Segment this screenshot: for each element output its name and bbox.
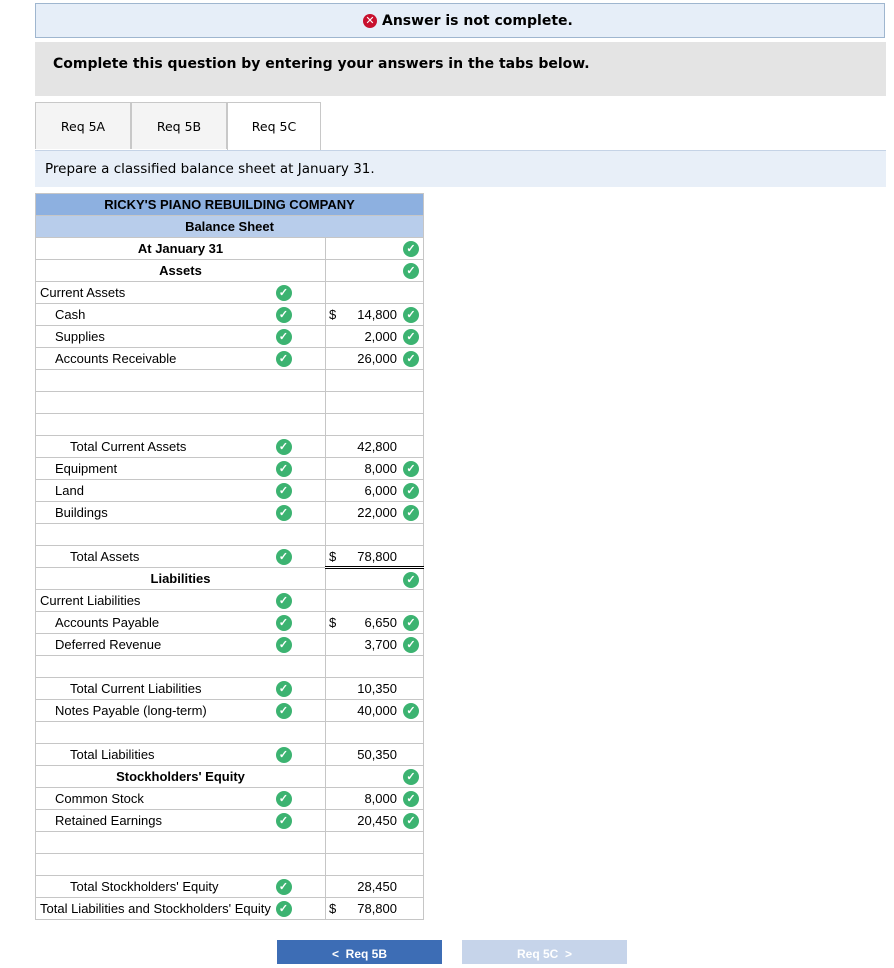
balance-sheet (35, 193, 424, 920)
check-icon: ✓ (276, 483, 292, 499)
prompt-bar (35, 150, 886, 187)
row-label[interactable]: Total Liabilities (36, 744, 292, 766)
table-row (36, 436, 424, 458)
sheet-title: Balance Sheet (36, 216, 424, 238)
check-icon: ✓ (403, 572, 419, 588)
amount-cell: $ 78,800 (326, 546, 424, 568)
row-label[interactable] (36, 370, 292, 392)
check-icon: ✓ (276, 329, 292, 345)
chevron-left-icon: < (331, 947, 339, 961)
row-label[interactable]: Buildings (36, 502, 292, 524)
amount-cell: 42,800 (326, 436, 424, 458)
tab-req-5c[interactable]: Req 5C (227, 102, 321, 151)
check-icon: ✓ (403, 813, 419, 829)
tab-req-5b[interactable]: Req 5B (131, 102, 227, 149)
check-icon: ✓ (276, 615, 292, 631)
row-label[interactable]: Land (36, 480, 292, 502)
company-name: RICKY'S PIANO REBUILDING COMPANY (36, 194, 424, 216)
table-row (36, 656, 424, 678)
table-row (36, 810, 424, 832)
amount-cell[interactable]: 8,000 ✓ (326, 458, 424, 480)
row-label[interactable]: Total Stockholders' Equity (36, 876, 292, 898)
check-icon: ✓ (276, 351, 292, 367)
table-row (36, 458, 424, 480)
check-icon: ✓ (276, 285, 292, 301)
row-label[interactable]: Accounts Receivable (36, 348, 292, 370)
chevron-right-icon: > (565, 947, 573, 961)
check-icon: ✓ (276, 681, 292, 697)
amount-cell[interactable]: 6,000 ✓ (326, 480, 424, 502)
row-label[interactable]: Cash (36, 304, 292, 326)
amount-cell[interactable] (326, 832, 424, 854)
check-icon: ✓ (276, 549, 292, 565)
row-label[interactable] (36, 656, 292, 678)
check-icon: ✓ (403, 615, 419, 631)
row-label[interactable]: Common Stock (36, 788, 292, 810)
amount-cell[interactable] (326, 524, 424, 546)
table-row (36, 524, 424, 546)
amount-cell[interactable]: 26,000 ✓ (326, 348, 424, 370)
row-label[interactable]: Equipment (36, 458, 292, 480)
table-row (36, 876, 424, 898)
check-icon: ✓ (276, 703, 292, 719)
row-label[interactable]: Retained Earnings (36, 810, 292, 832)
instruction-text: Complete this question by entering your answers in the tabs below. (53, 56, 590, 72)
tab-req-5a[interactable]: Req 5A (35, 102, 131, 149)
table-row (36, 634, 424, 656)
row-label[interactable] (36, 392, 292, 414)
table-row (36, 744, 424, 766)
check-icon: ✓ (276, 791, 292, 807)
table-row (36, 304, 424, 326)
row-label[interactable]: Current Assets (36, 282, 292, 304)
amount-cell: 10,350 (326, 678, 424, 700)
amount-cell: 28,450 (326, 876, 424, 898)
amount-cell[interactable]: 40,000 ✓ (326, 700, 424, 722)
check-icon: ✓ (403, 351, 419, 367)
table-row (36, 678, 424, 700)
row-label[interactable]: Current Liabilities (36, 590, 292, 612)
table-row (36, 722, 424, 744)
row-label[interactable]: Total Current Assets (36, 436, 292, 458)
table-row (36, 414, 424, 436)
check-icon: ✓ (276, 901, 292, 917)
amount-cell[interactable] (326, 370, 424, 392)
check-icon: ✓ (403, 703, 419, 719)
instruction-bar (35, 42, 886, 96)
amount-cell[interactable]: 2,000 ✓ (326, 326, 424, 348)
check-icon: ✓ (403, 461, 419, 477)
row-label[interactable] (36, 722, 292, 744)
amount-cell[interactable] (326, 414, 424, 436)
table-row (36, 326, 424, 348)
table-row (36, 832, 424, 854)
check-icon: ✓ (403, 263, 419, 279)
table-row (36, 788, 424, 810)
row-label[interactable]: Total Liabilities and Stockholders' Equity (36, 898, 292, 920)
check-icon: ✓ (276, 439, 292, 455)
check-icon: ✓ (276, 505, 292, 521)
x-circle-icon: ✕ (363, 14, 377, 28)
assets-heading[interactable]: Assets (36, 260, 326, 282)
amount-cell[interactable]: $ 14,800 ✓ (326, 304, 424, 326)
check-icon: ✓ (276, 307, 292, 323)
check-icon: ✓ (276, 879, 292, 895)
prev-button[interactable]: < Req 5B (277, 940, 442, 964)
table-row (36, 282, 424, 304)
check-icon: ✓ (276, 747, 292, 763)
row-label[interactable]: Accounts Payable (36, 612, 292, 634)
amount-cell[interactable] (326, 392, 424, 414)
table-row (36, 590, 424, 612)
row-label[interactable]: Total Current Liabilities (36, 678, 292, 700)
liabilities-heading[interactable]: Liabilities (36, 568, 326, 590)
amount-cell[interactable]: 20,450 ✓ (326, 810, 424, 832)
table-row (36, 502, 424, 524)
check-icon: ✓ (403, 637, 419, 653)
amount-cell: $ 78,800 (326, 898, 424, 920)
amount-cell[interactable] (326, 854, 424, 876)
check-icon: ✓ (276, 637, 292, 653)
status-banner (35, 3, 885, 38)
check-icon: ✓ (276, 593, 292, 609)
amount-cell[interactable]: 3,700 ✓ (326, 634, 424, 656)
row-label[interactable] (36, 524, 292, 546)
table-row (36, 898, 424, 920)
amount-cell[interactable]: $ 6,650 ✓ (326, 612, 424, 634)
check-icon: ✓ (403, 329, 419, 345)
table-row (36, 480, 424, 502)
check-icon: ✓ (403, 307, 419, 323)
check-icon: ✓ (403, 769, 419, 785)
check-icon: ✓ (403, 241, 419, 257)
amount-cell[interactable]: 22,000 ✓ (326, 502, 424, 524)
check-icon: ✓ (403, 791, 419, 807)
row-label[interactable] (36, 832, 292, 854)
table-row (36, 700, 424, 722)
amount-cell[interactable]: 8,000 ✓ (326, 788, 424, 810)
amount-cell: 50,350 (326, 744, 424, 766)
check-icon: ✓ (276, 813, 292, 829)
table-row (36, 348, 424, 370)
check-icon: ✓ (403, 483, 419, 499)
next-button[interactable]: Req 5C > (462, 940, 627, 964)
check-icon: ✓ (403, 505, 419, 521)
table-row (36, 392, 424, 414)
table-row (36, 370, 424, 392)
table-row (36, 612, 424, 634)
equity-heading[interactable]: Stockholders' Equity (36, 766, 326, 788)
amount-cell[interactable] (326, 656, 424, 678)
row-label[interactable]: Deferred Revenue (36, 634, 292, 656)
row-label[interactable]: Total Assets (36, 546, 292, 568)
row-label[interactable]: Notes Payable (long-term) (36, 700, 292, 722)
row-label[interactable] (36, 854, 292, 876)
amount-cell[interactable] (326, 722, 424, 744)
amount-cell[interactable] (326, 590, 424, 612)
sheet-date[interactable]: At January 31 (36, 238, 326, 260)
prompt-text: Prepare a classified balance sheet at January 31. (45, 161, 375, 177)
amount-cell[interactable] (326, 282, 424, 304)
table-row (36, 546, 424, 568)
row-label[interactable] (36, 414, 292, 436)
status-text: Answer is not complete. (382, 13, 573, 29)
table-row (36, 854, 424, 876)
row-label[interactable]: Supplies (36, 326, 292, 348)
check-icon: ✓ (276, 461, 292, 477)
